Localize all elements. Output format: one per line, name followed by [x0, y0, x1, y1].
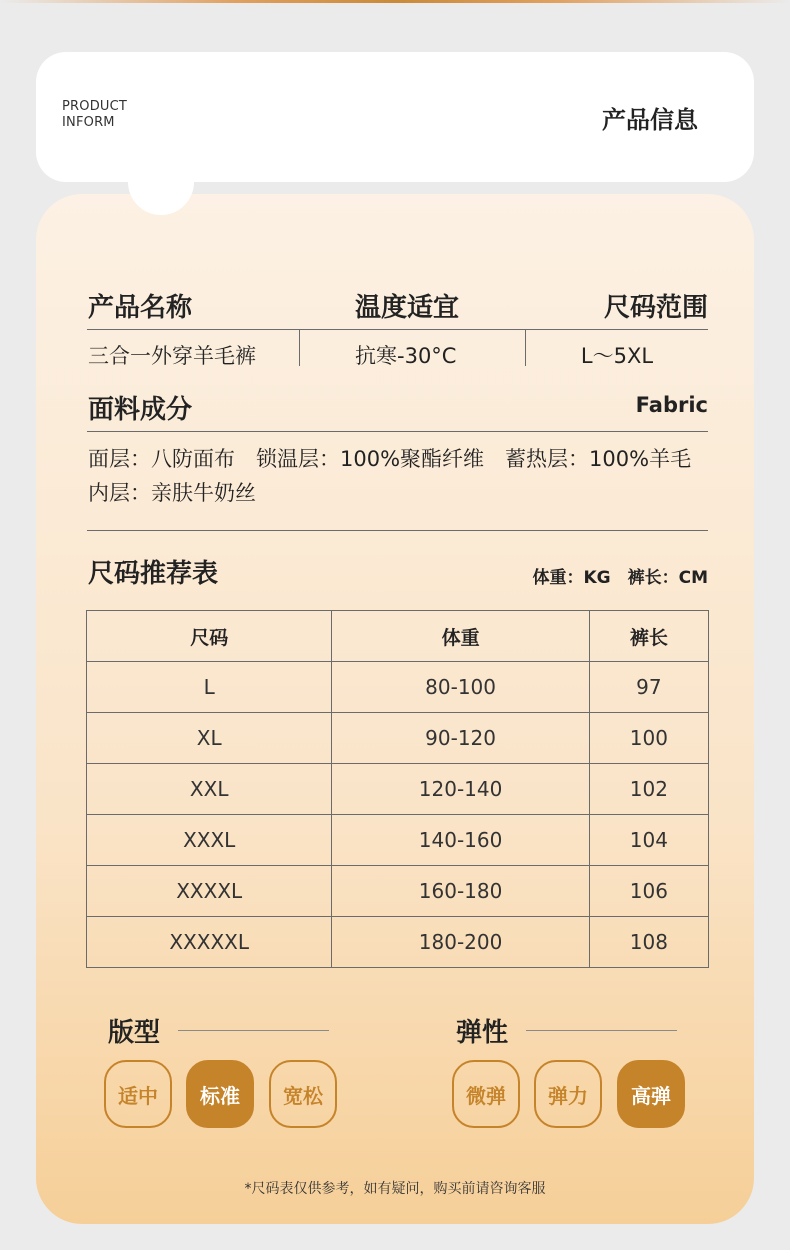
product-name-value: 三合一外穿羊毛裤	[88, 344, 256, 368]
fabric-title: 面料成分	[88, 395, 193, 425]
size-range-label: 尺码范围	[603, 293, 708, 323]
size-table-header-row	[87, 611, 709, 662]
size-table-header-size: 尺码	[87, 611, 332, 662]
size-table-header-weight: 体重	[332, 611, 589, 662]
size-range-value: L～5XL	[580, 344, 654, 368]
fit-title: 版型	[108, 1018, 161, 1048]
top-accent-line	[0, 0, 790, 3]
table-row	[87, 917, 709, 968]
temperature-label: 温度适宜	[355, 293, 460, 323]
elasticity-title: 弹性	[456, 1018, 509, 1048]
size-chart-title: 尺码推荐表	[88, 559, 219, 589]
elasticity-title-line	[526, 1030, 677, 1031]
table-cell-weight: 160-180	[332, 866, 589, 917]
fabric-composition-line-2: 内层：亲肤牛奶丝	[88, 481, 256, 505]
table-cell-weight: 140-160	[332, 815, 589, 866]
elasticity-option-stretch: 弹力	[534, 1060, 602, 1128]
table-cell-length: 102	[589, 764, 708, 815]
table-cell-size: XXXL	[87, 815, 332, 866]
size-chart-footnote: *尺码表仅供参考，如有疑问，购买前请咨询客服	[244, 1181, 546, 1197]
fit-option-loose: 宽松	[269, 1060, 337, 1128]
table-cell-length: 108	[589, 917, 708, 968]
header-english-line-2: INFORM	[62, 115, 115, 130]
table-cell-size: XXXXL	[87, 866, 332, 917]
table-row	[87, 815, 709, 866]
fabric-composition-line-1: 面层：八防面布 锁温层：100%聚酯纤维 蓄热层：100%羊毛	[88, 447, 692, 471]
table-cell-weight: 80-100	[332, 662, 589, 713]
size-table	[86, 610, 709, 968]
fabric-divider	[87, 431, 708, 432]
fabric-english-title: Fabric	[635, 393, 708, 417]
table-cell-size: L	[87, 662, 332, 713]
table-cell-length: 104	[589, 815, 708, 866]
elasticity-option-slight: 微弹	[452, 1060, 520, 1128]
fabric-bottom-divider	[87, 530, 708, 531]
elasticity-option-high: 高弹	[617, 1060, 685, 1128]
table-cell-length: 100	[589, 713, 708, 764]
table-cell-size: XXXXXL	[87, 917, 332, 968]
table-row	[87, 713, 709, 764]
table-cell-weight: 120-140	[332, 764, 589, 815]
table-cell-weight: 180-200	[332, 917, 589, 968]
header-english-line-1: PRODUCT	[62, 99, 128, 114]
info-column-divider-1	[299, 330, 300, 366]
temperature-value: 抗寒-30°C	[355, 344, 457, 368]
table-row	[87, 764, 709, 815]
info-divider-top	[87, 329, 708, 330]
header-tab-connector	[128, 150, 194, 215]
product-name-label: 产品名称	[88, 293, 193, 323]
table-cell-size: XXL	[87, 764, 332, 815]
size-table-header-length: 裤长	[589, 611, 708, 662]
table-cell-size: XL	[87, 713, 332, 764]
table-cell-weight: 90-120	[332, 713, 589, 764]
fit-option-moderate: 适中	[104, 1060, 172, 1128]
fit-option-standard: 标准	[186, 1060, 254, 1128]
table-cell-length: 97	[589, 662, 708, 713]
fit-title-line	[178, 1030, 329, 1031]
table-cell-length: 106	[589, 866, 708, 917]
header-title: 产品信息	[602, 106, 698, 134]
table-row	[87, 866, 709, 917]
size-chart-unit-note: 体重：KG 裤长：CM	[532, 568, 708, 588]
header-english-label	[62, 99, 127, 131]
table-row	[87, 662, 709, 713]
